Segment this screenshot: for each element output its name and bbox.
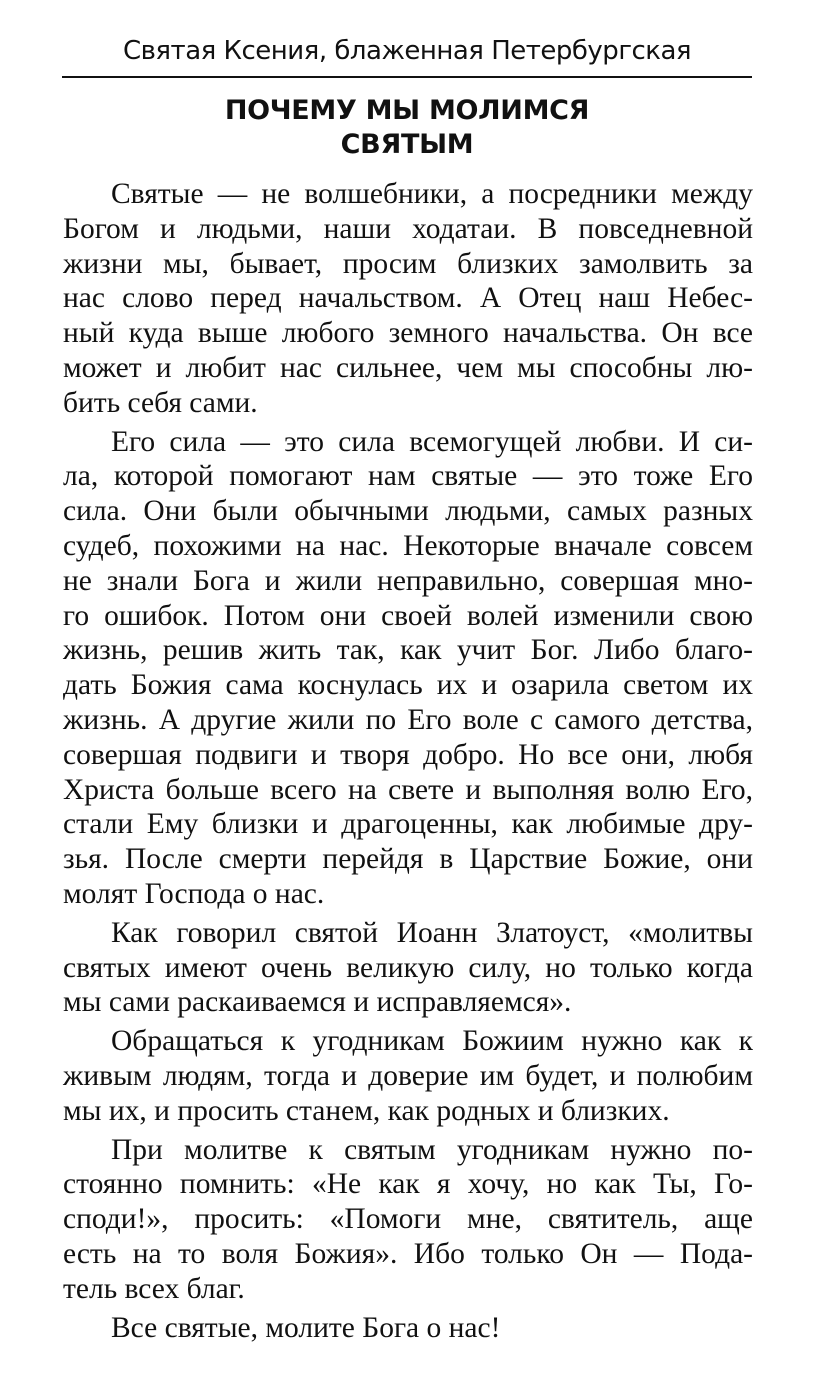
- paragraph: [63, 177, 753, 421]
- text-line: дать Божия сама коснулась их и озарила светом их: [63, 669, 753, 702]
- paragraph: [63, 425, 753, 912]
- text-line: нас слово перед начальством. А Отец наш Небес-: [63, 282, 753, 315]
- text-line: ла, которой помогают нам святые — это тоже Его: [63, 460, 753, 493]
- text-line: Обращаться к угодникам Божиим нужно как к: [111, 1025, 753, 1058]
- text-line: жизнь. А другие жили по Его воле с самого детства,: [63, 703, 753, 736]
- text-line: Богом и людьми, наши ходатаи. В повседневной: [63, 212, 753, 245]
- running-header: Святая Ксения, блаженная Петербургская: [122, 36, 692, 66]
- section-title: [62, 94, 752, 162]
- text-line: судеб, похожими на нас. Некоторые вначале совсем: [63, 529, 753, 562]
- paragraph: [63, 1311, 753, 1346]
- text-line: стали Ему близки и драгоценны, как любимые дру-: [63, 808, 753, 841]
- text-line: может и любит нас сильнее, чем мы способны лю-: [63, 351, 753, 384]
- text-line: стоянно помнить: «Не как я хочу, но как Ты, Го-: [63, 1168, 753, 1201]
- body-text: [63, 177, 753, 1349]
- text-line: есть на то воля Божия». Ибо только Он — Пода-: [63, 1237, 753, 1270]
- paragraph: [63, 1133, 753, 1307]
- text-line: споди!», просить: «Помоги мне, святитель, аще: [63, 1203, 753, 1236]
- text-line: Святые — не волшебники, а посредники между: [111, 178, 753, 210]
- text-line: Христа больше всего на свете и выполняя волю Его,: [63, 773, 753, 806]
- text-line: живым людям, тогда и доверие им будет, и полюбим: [63, 1059, 753, 1092]
- paragraph: [63, 916, 753, 1020]
- text-line: жизнь, решив жить так, как учит Бог. Либо благо-: [63, 634, 753, 667]
- text-line: жизни мы, бывает, просим близких замолвить за: [63, 247, 753, 280]
- text-line: Все святые, молите Бога о нас!: [111, 1311, 501, 1344]
- text-line: тель всех благ.: [63, 1272, 245, 1305]
- header-rule: [62, 76, 752, 78]
- text-line: Его сила — это сила всемогущей любви. И си-: [111, 425, 753, 458]
- text-line: зья. После смерти перейдя в Царствие Божие, они: [63, 843, 753, 876]
- section-title-line-1: ПОЧЕМУ МЫ МОЛИМСЯ: [224, 95, 590, 126]
- text-line: го ошибок. Потом они своей волей изменили свою: [63, 599, 753, 632]
- text-line: сила. Они были обычными людьми, самых разных: [63, 495, 753, 528]
- text-line: святых имеют очень великую силу, но только когда: [63, 951, 753, 984]
- text-line: Как говорил святой Иоанн Златоуст, «молитвы: [111, 916, 753, 949]
- text-line: мы их, и просить станем, как родных и близких.: [63, 1094, 670, 1127]
- text-line: мы сами раскаиваемся и исправляемся».: [63, 986, 572, 1019]
- text-line: бить себя сами.: [63, 386, 258, 419]
- paragraph: [63, 1024, 753, 1128]
- text-line: При молитве к святым угодникам нужно по-: [111, 1133, 753, 1166]
- text-line: молят Господа о нас.: [63, 877, 325, 910]
- text-line: ный куда выше любого земного начальства. Он все: [63, 317, 753, 350]
- section-title-line-2: СВЯТЫМ: [340, 129, 474, 160]
- text-line: совершая подвиги и творя добро. Но все они, любя: [63, 738, 753, 771]
- text-line: не знали Бога и жили неправильно, совершая мно-: [63, 564, 753, 597]
